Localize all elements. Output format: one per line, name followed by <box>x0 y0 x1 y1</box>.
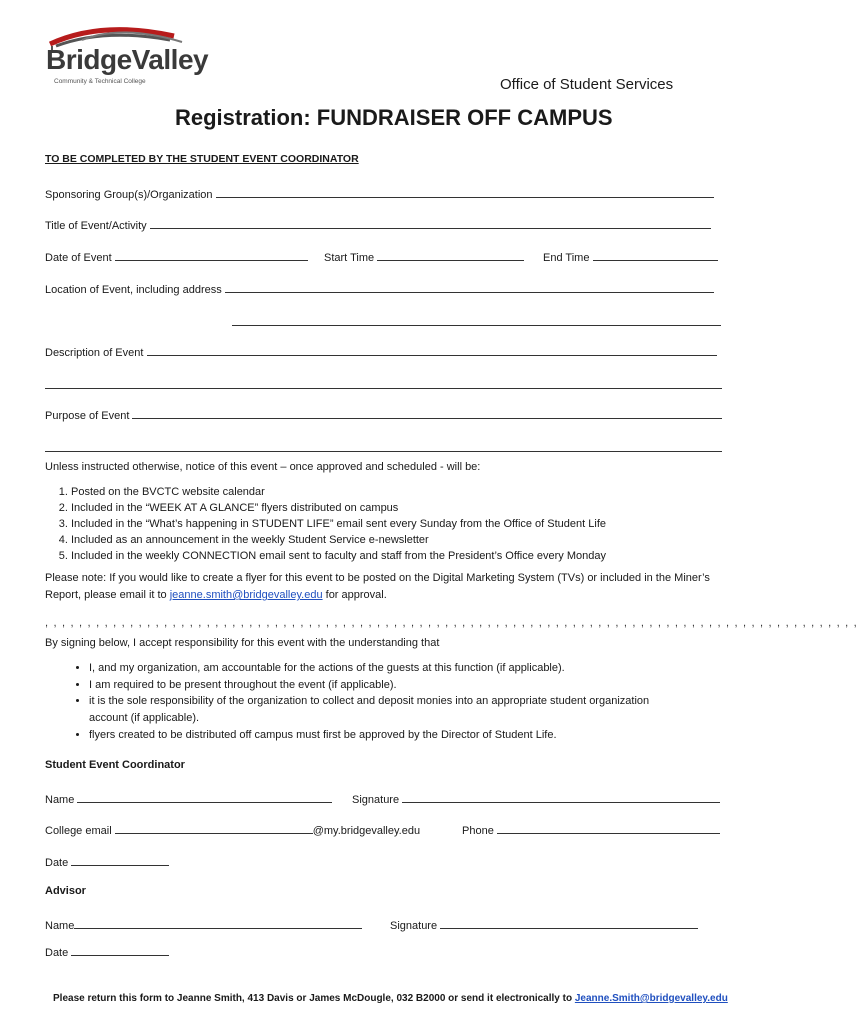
location-field-2-row <box>232 313 721 331</box>
notice-intro: Unless instructed otherwise, notice of this event – once approved and scheduled - will be: <box>45 461 481 473</box>
coordinator-signature-label: Signature <box>352 794 400 806</box>
coordinator-name-row <box>45 791 332 806</box>
purpose-row <box>45 407 722 422</box>
start-time-row <box>324 249 524 264</box>
office-title: Office of Student Services <box>500 76 674 93</box>
description-field-2-row <box>45 376 722 394</box>
advisor-signature-label: Signature <box>390 920 438 932</box>
phone-row <box>462 822 720 837</box>
date-row <box>45 249 308 264</box>
phone-label: Phone <box>462 825 494 837</box>
description-label: Description of Event <box>45 347 144 359</box>
description-field[interactable] <box>147 344 717 356</box>
sponsoring-label: Sponsoring Group(s)/Organization <box>45 189 213 201</box>
advisor-name-label: Name <box>45 920 75 932</box>
list-item: 5. Included in the weekly CONNECTION email sent to faculty and staff from the President’s Office every Monday <box>71 548 606 564</box>
list-item: 2. Included in the “WEEK AT A GLANCE” flyers distributed on campus <box>71 500 606 516</box>
college-email-row <box>45 822 420 837</box>
list-item: 4. Included as an announcement in the weekly Student Service e-newsletter <box>71 532 606 548</box>
responsibility-intro: By signing below, I accept responsibility for this event with the understanding that <box>45 637 440 649</box>
separator: , , , , , , , , , , , , , , , , , , , , , , , , , , , , , , , , , , , , , , , , , , , , , , , , , , , , , , , , , , , , , , , , , , , , , , , , , , , , , , , , , , , , , , , , , , , , , , , , <box>45 617 858 629</box>
event-title-label: Title of Event/Activity <box>45 220 147 232</box>
college-email-field[interactable] <box>115 822 313 834</box>
note-text: Please note: If you would like to create a flyer for this event to be posted on the Digital Marketing System (TVs) or included in the Miner’s Report, please email it to <box>45 572 710 601</box>
list-item: • I am required to be present throughout the event (if applicable). <box>89 677 689 694</box>
sponsoring-row <box>45 186 714 201</box>
college-email-domain: @my.bridgevalley.edu <box>312 825 421 837</box>
advisor-date-row <box>45 944 169 959</box>
date-label: Date of Event <box>45 252 112 264</box>
advisor-date-field[interactable] <box>71 944 169 956</box>
footer-instructions <box>53 993 728 1004</box>
note-text-end: for approval. <box>322 589 387 601</box>
start-time-label: Start Time <box>324 252 375 264</box>
purpose-field[interactable] <box>132 407 722 419</box>
bridgevalley-logo <box>42 22 209 94</box>
event-title-field[interactable] <box>150 217 711 229</box>
list-item: • it is the sole responsibility of the organization to collect and deposit monies into an appropriate student organization account (if applicable). <box>89 693 689 726</box>
footer-email-link[interactable]: Jeanne.Smith@bridgevalley.edu <box>574 993 728 1004</box>
description-field-2[interactable] <box>45 377 722 389</box>
start-time-field[interactable] <box>377 249 524 261</box>
advisor-date-label: Date <box>45 947 69 959</box>
note-email-link[interactable]: jeanne.smith@bridgevalley.edu <box>169 589 323 601</box>
location-label: Location of Event, including address <box>45 284 222 296</box>
section-heading: TO BE COMPLETED BY THE STUDENT EVENT COORDINATOR <box>45 153 359 165</box>
phone-field[interactable] <box>497 822 720 834</box>
purpose-field-2[interactable] <box>45 440 722 452</box>
college-email-label: College email <box>45 825 112 837</box>
advisor-signature-field[interactable] <box>440 917 698 929</box>
sponsoring-field[interactable] <box>216 186 714 198</box>
advisor-name-field[interactable] <box>74 917 362 929</box>
location-row <box>45 281 714 296</box>
responsibility-list <box>67 660 689 744</box>
page-title: Registration: FUNDRAISER OFF CAMPUS <box>175 105 613 130</box>
coordinator-date-label: Date <box>45 857 69 869</box>
coordinator-heading: Student Event Coordinator <box>45 759 185 771</box>
coordinator-signature-row <box>352 791 720 806</box>
advisor-signature-row <box>390 917 698 932</box>
notice-list <box>45 484 606 564</box>
end-time-field[interactable] <box>593 249 718 261</box>
advisor-name-row <box>45 917 362 932</box>
coordinator-date-row <box>45 854 169 869</box>
flyer-note <box>45 570 725 604</box>
end-time-label: End Time <box>543 252 590 264</box>
event-title-row <box>45 217 711 232</box>
list-item: 1. Posted on the BVCTC website calendar <box>71 484 606 500</box>
end-time-row <box>543 249 718 264</box>
coordinator-signature-field[interactable] <box>402 791 720 803</box>
description-row <box>45 344 717 359</box>
list-item: 3. Included in the “What’s happening in STUDENT LIFE” email sent every Sunday from the Office of Student Life <box>71 516 606 532</box>
list-item: • flyers created to be distributed off campus must first be approved by the Director of Student Life. <box>89 727 689 744</box>
purpose-field-2-row <box>45 439 722 457</box>
coordinator-name-label: Name <box>45 794 75 806</box>
logo-subtitle: Community & Technical College <box>54 78 146 85</box>
purpose-label: Purpose of Event <box>45 410 130 422</box>
location-field-2[interactable] <box>232 314 721 326</box>
logo-wordmark: BridgeValley <box>46 44 209 75</box>
date-field[interactable] <box>115 249 308 261</box>
list-item: • I, and my organization, am accountable for the actions of the guests at this function (if applicable). <box>89 660 689 677</box>
coordinator-date-field[interactable] <box>71 854 169 866</box>
location-field[interactable] <box>225 281 714 293</box>
advisor-heading: Advisor <box>45 885 86 897</box>
coordinator-name-field[interactable] <box>77 791 332 803</box>
footer-text: Please return this form to Jeanne Smith, 413 Davis or James McDougle, 032 B2000 or send it electronically to <box>53 993 575 1004</box>
